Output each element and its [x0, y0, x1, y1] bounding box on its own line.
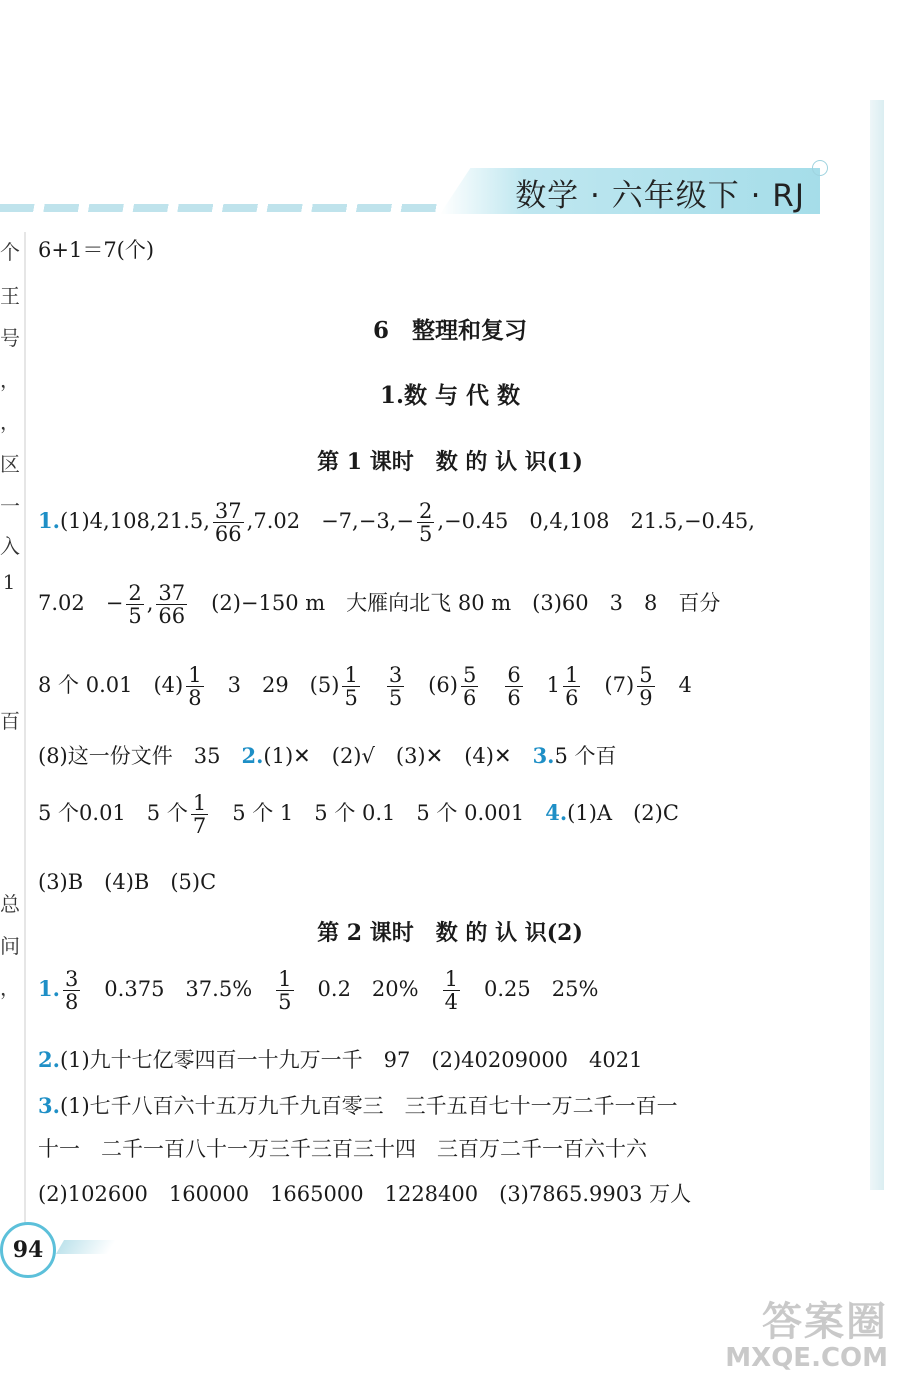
numerator: 3	[388, 663, 403, 687]
text-span: ,−0.45 0,4,108 21.5,−0.45,	[437, 509, 755, 534]
registered-mark-icon	[812, 160, 828, 176]
fraction	[213, 500, 244, 545]
text-span: 4	[657, 673, 692, 698]
question-number: 3.	[532, 743, 555, 768]
numerator: 37	[214, 499, 242, 523]
chapter-heading	[0, 312, 900, 345]
numerator: 1	[344, 663, 358, 687]
gutter-glyph: 区	[0, 452, 20, 476]
denominator: 8	[64, 990, 79, 1015]
text-span: (1)✕ (2)√ (3)✕ (4)✕	[263, 744, 533, 768]
text-span: (1)七千八百六十五万九千九百零三 三千五百七十一万二千一百一	[59, 1094, 678, 1118]
denominator: 5	[418, 522, 433, 547]
denominator: 9	[639, 686, 653, 711]
numerator: 1	[188, 663, 202, 687]
page-edge-shade	[870, 100, 884, 1190]
text-span: 1	[525, 673, 561, 698]
numerator: 2	[128, 581, 142, 605]
page-number-swoosh	[56, 1240, 116, 1254]
numerator: 2	[418, 499, 433, 523]
fraction	[186, 664, 203, 709]
gutter-glyph: 1	[2, 570, 16, 594]
answer-line-10: 十一 二千一百八十一万三千三百三十四 三百万二千一百六十六	[38, 1137, 647, 1161]
section-title: 数 与 代 数	[403, 383, 521, 409]
fraction	[126, 582, 143, 627]
gutter-glyph: ，	[0, 368, 20, 392]
fraction	[505, 664, 522, 709]
gutter-glyph: 总	[0, 892, 20, 916]
text-span: 5 个百	[554, 744, 617, 768]
answer-line-4	[38, 740, 617, 770]
fraction	[156, 582, 187, 627]
text-span: 0.25 25%	[462, 977, 599, 1002]
fraction	[443, 968, 460, 1013]
text-span: 5 个 1 5 个 0.1 5 个 0.001	[211, 801, 546, 826]
fraction	[387, 664, 404, 709]
gutter-glyph: ，	[0, 976, 20, 1000]
lesson1-title: 第 1 课时 数 的 认 识(1)	[317, 449, 583, 475]
text-span: (2)−150 m 大雁向北飞 80 m (3)60 3 8 百分	[190, 591, 721, 616]
numerator: 1	[565, 663, 579, 687]
fraction	[637, 664, 654, 709]
numerator: 1	[192, 791, 207, 815]
answer-line-8	[38, 1044, 642, 1074]
denominator: 5	[344, 686, 358, 711]
text-span: (1)A (2)C	[567, 801, 679, 826]
fraction	[191, 792, 208, 837]
answer-line-9	[38, 1090, 678, 1120]
gutter-glyph: 问	[0, 934, 20, 958]
header-title: 数学 · 六年级下 · RJ	[515, 178, 805, 214]
text-span: (8)这一份文件 35	[38, 744, 242, 768]
answer-line-6: (3)B (4)B (5)C	[38, 870, 217, 894]
question-number: 3.	[38, 1093, 60, 1118]
page-number: 94	[0, 1222, 56, 1278]
question-number: 4.	[545, 800, 568, 826]
numerator: 37	[158, 581, 186, 605]
text-span: 0.2 20%	[296, 977, 440, 1002]
lesson2-title: 第 2 课时 数 的 认 识(2)	[317, 920, 583, 946]
answer-line-2	[38, 582, 720, 627]
gutter-glyph: 王	[0, 284, 20, 308]
denominator: 5	[388, 686, 403, 711]
text-span: (6)	[407, 673, 458, 698]
text-span: (1)九十七亿零四百一十九万一千 97 (2)40209000 4021	[59, 1048, 643, 1072]
text-span: 3 29 (5)	[206, 673, 340, 698]
watermark-logo	[725, 1300, 888, 1373]
fraction	[342, 664, 359, 709]
answer-line-7	[38, 968, 598, 1013]
numerator: 5	[462, 663, 477, 687]
section-heading	[0, 377, 900, 410]
watermark-line2: MXQE.COM	[725, 1343, 888, 1373]
question-number: 2.	[38, 1047, 60, 1072]
fraction	[276, 968, 293, 1013]
gutter-glyph: 一	[0, 494, 20, 518]
text-span: 5 个0.01 5 个	[38, 801, 188, 826]
denominator: 6	[462, 686, 477, 711]
fraction	[417, 500, 434, 545]
section-number: 1.	[379, 382, 404, 409]
text-span: 8 个 0.01 (4)	[38, 673, 184, 698]
answer-line-3	[38, 664, 692, 709]
gutter-glyph: 个	[0, 240, 20, 264]
answer-line-1	[38, 500, 755, 545]
question-number: 1.	[38, 508, 60, 534]
text-span: (7)	[583, 673, 635, 698]
question-number: 2.	[241, 743, 264, 768]
gutter-glyph: 百	[0, 709, 20, 733]
fraction	[461, 664, 478, 709]
denominator: 7	[192, 814, 207, 839]
question-number: 1.	[38, 976, 60, 1002]
text-span: ,	[146, 591, 154, 616]
denominator: 66	[158, 604, 186, 629]
answer-line-11: (2)102600 160000 1665000 1228400 (3)7865.9903 万人	[38, 1182, 692, 1206]
text-span: 7.02 −	[38, 591, 124, 616]
header-dash-strip	[0, 204, 440, 212]
gutter-glyph: 入	[0, 534, 20, 558]
chapter-number: 6	[372, 317, 389, 344]
chapter-title: 整理和复习	[412, 318, 527, 344]
numerator: 1	[278, 967, 292, 991]
watermark-line1: 答案圈	[762, 1299, 888, 1345]
fraction	[563, 664, 580, 709]
answer-line-5	[38, 792, 679, 837]
denominator: 8	[188, 686, 202, 711]
denominator: 4	[444, 990, 458, 1015]
numerator: 5	[639, 663, 653, 687]
text-span: (1)4,108,21.5,	[59, 509, 210, 534]
denominator: 5	[128, 604, 142, 629]
denominator: 6	[565, 686, 579, 711]
gutter-glyph: ，	[0, 410, 20, 434]
gutter-glyph: 号	[0, 326, 20, 350]
previous-answer-line: 6+1＝7(个)	[38, 238, 155, 262]
text-span: 0.375 37.5%	[83, 977, 274, 1002]
text-span: ,7.02 −7,−3,−	[246, 509, 414, 534]
numerator: 6	[507, 663, 521, 687]
denominator: 66	[214, 522, 242, 547]
denominator: 5	[278, 990, 292, 1015]
numerator: 1	[444, 967, 458, 991]
numerator: 3	[64, 967, 79, 991]
fraction	[63, 968, 80, 1013]
denominator: 6	[507, 686, 521, 711]
